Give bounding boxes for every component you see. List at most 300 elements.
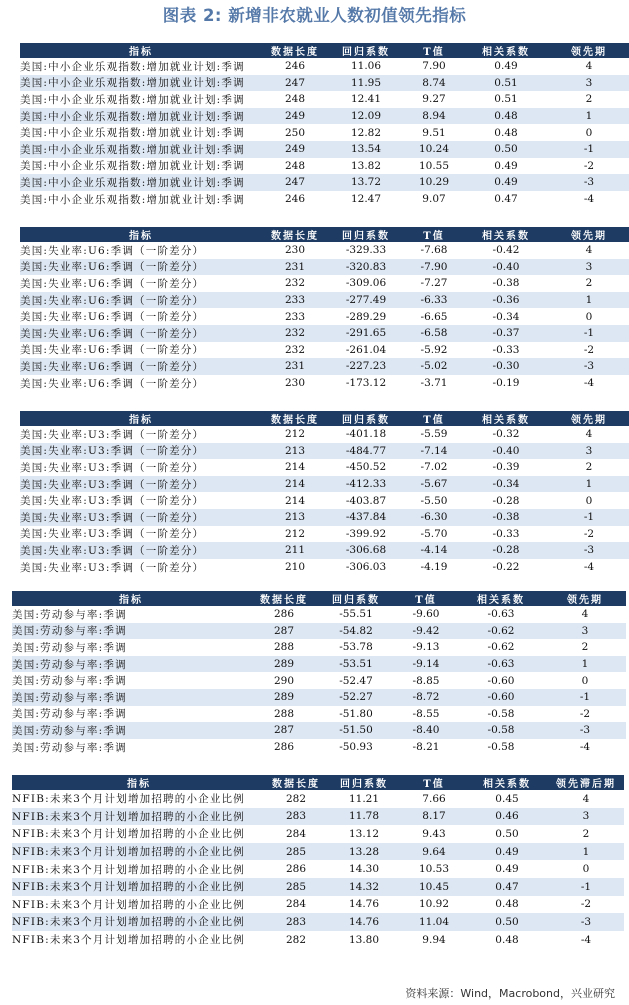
cell-lead: 4	[585, 428, 593, 441]
header-length: 数据长度	[250, 591, 318, 606]
cell-coef: -53.78	[339, 641, 373, 654]
cell-corr: 0.49	[464, 174, 548, 191]
cell-corr: 0.49	[495, 863, 519, 876]
table-row	[12, 656, 626, 673]
cell-lead: 2	[585, 277, 593, 290]
cell-coef: -484.77	[328, 443, 404, 460]
cell-coef: -412.33	[328, 476, 404, 493]
cell-length: 212	[284, 527, 306, 540]
cell-coef: -306.03	[345, 561, 387, 574]
header-coef: 回归系数	[328, 227, 404, 242]
header-tvalue: T值	[404, 43, 464, 58]
table-row	[20, 275, 629, 292]
cell-coef: -51.80	[339, 707, 373, 720]
cell-tvalue: 10.45	[402, 878, 466, 896]
cell-lead: -4	[583, 561, 595, 574]
table-row	[20, 526, 629, 543]
cell-length: 282	[285, 792, 307, 805]
cell-lead: 3	[548, 808, 624, 826]
cell-indicator: NFIB:未来3个月计划增加招聘的小企业比例	[12, 793, 245, 806]
cell-indicator: 美国:劳动参与率:季调	[12, 623, 250, 640]
cell-indicator: 美国:失业率:U3:季调（一阶差分）	[20, 476, 262, 493]
header-indicator: 指标	[12, 775, 266, 790]
cell-corr: 0.49	[494, 60, 518, 73]
cell-lead: -4	[580, 933, 592, 946]
cell-tvalue: -3.71	[420, 377, 448, 390]
cell-lead: -1	[544, 689, 626, 706]
table-row	[12, 706, 626, 723]
table-row	[20, 191, 629, 208]
cell-corr: 0.49	[494, 159, 518, 172]
cell-lead: 4	[581, 608, 589, 621]
cell-tvalue: -5.02	[404, 358, 464, 375]
cell-indicator: 美国:中小企业乐观指数:增加就业计划:季调	[20, 174, 262, 191]
cell-length: 288	[273, 641, 295, 654]
cell-coef: 14.76	[348, 898, 380, 911]
table-header-row	[20, 227, 629, 242]
cell-coef: 14.32	[326, 878, 402, 896]
cell-lead: -2	[583, 159, 595, 172]
cell-lead: -3	[548, 174, 629, 191]
cell-length: 232	[284, 343, 306, 356]
header-coef: 回归系数	[326, 775, 402, 790]
cell-coef: 13.12	[348, 827, 380, 840]
cell-corr: 0.50	[466, 913, 548, 931]
cell-indicator: NFIB:未来3个月计划增加招聘的小企业比例	[12, 934, 245, 947]
cell-corr: -0.19	[492, 377, 520, 390]
cell-length: 233	[284, 310, 306, 323]
cell-length: 211	[262, 542, 328, 559]
cell-tvalue: -5.92	[420, 343, 448, 356]
header-indicator: 指标	[20, 411, 262, 426]
cell-indicator: NFIB:未来3个月计划增加招聘的小企业比例	[12, 898, 245, 911]
cell-coef: -50.93	[339, 741, 373, 754]
cell-length: 246	[284, 193, 306, 206]
cell-tvalue: -8.85	[412, 674, 440, 687]
cell-coef: 12.41	[350, 93, 382, 106]
cell-tvalue: -7.14	[404, 443, 464, 460]
cell-lead: -1	[548, 141, 629, 158]
cell-lead: 2	[582, 827, 590, 840]
cell-indicator: 美国:失业率:U3:季调（一阶差分）	[20, 509, 262, 526]
cell-corr: 0.49	[466, 843, 548, 861]
cell-corr: -0.33	[492, 343, 520, 356]
table-row	[20, 75, 629, 92]
cell-coef: 12.09	[328, 108, 404, 125]
cell-lead: -2	[580, 898, 592, 911]
cell-indicator: NFIB:未来3个月计划增加招聘的小企业比例	[12, 863, 245, 876]
cell-indicator: 美国:劳动参与率:季调	[12, 656, 250, 673]
cell-tvalue: 7.66	[422, 792, 446, 805]
cell-corr: 0.51	[464, 75, 548, 92]
cell-lead: -1	[548, 509, 629, 526]
table-row	[12, 739, 626, 756]
cell-length: 248	[284, 159, 306, 172]
cell-indicator: 美国:劳动参与率:季调	[12, 741, 127, 754]
cell-indicator: 美国:失业率:U6:季调（一阶差分）	[20, 344, 205, 357]
header-length: 数据长度	[266, 775, 326, 790]
data-table-1	[20, 43, 629, 207]
table-row	[20, 58, 629, 75]
cell-tvalue: -7.90	[404, 259, 464, 276]
cell-indicator: 美国:中小企业乐观指数:增加就业计划:季调	[20, 75, 262, 92]
header-coef: 回归系数	[318, 591, 394, 606]
cell-length: 285	[266, 843, 326, 861]
cell-tvalue: -6.33	[404, 292, 464, 309]
cell-coef: 13.80	[348, 933, 380, 946]
cell-lead: 1	[548, 108, 629, 125]
cell-indicator: 美国:失业率:U6:季调（一阶差分）	[20, 311, 205, 324]
cell-indicator: 美国:中小企业乐观指数:增加就业计划:季调	[20, 141, 262, 158]
cell-coef: 13.82	[350, 159, 382, 172]
cell-indicator: 美国:中小企业乐观指数:增加就业计划:季调	[20, 160, 245, 173]
table-row	[12, 606, 626, 623]
cell-lead: 1	[548, 843, 624, 861]
cell-length: 249	[262, 108, 328, 125]
table-row	[20, 342, 629, 359]
table-row	[20, 375, 629, 392]
table-row	[12, 623, 626, 640]
table-row	[20, 443, 629, 460]
table-row	[12, 672, 626, 689]
cell-indicator: 美国:失业率:U3:季调（一阶差分）	[20, 528, 205, 541]
cell-indicator: 美国:失业率:U3:季调（一阶差分）	[20, 561, 205, 574]
cell-corr: 0.47	[466, 878, 548, 896]
cell-length: 212	[284, 428, 306, 441]
header-indicator: 指标	[20, 43, 262, 58]
header-lead: 领先期	[548, 43, 629, 58]
data-table-2	[20, 227, 629, 391]
cell-indicator: 美国:中小企业乐观指数:增加就业计划:季调	[20, 127, 245, 140]
table-row	[20, 476, 629, 493]
cell-length: 289	[250, 656, 318, 673]
header-length: 数据长度	[262, 43, 328, 58]
cell-lead: -3	[544, 722, 626, 739]
cell-length: 232	[284, 277, 306, 290]
cell-length: 214	[284, 461, 306, 474]
cell-tvalue: 9.94	[422, 933, 446, 946]
cell-tvalue: -8.21	[412, 741, 440, 754]
table-row	[20, 124, 629, 141]
cell-corr: 0.45	[495, 792, 519, 805]
cell-indicator: 美国:中小企业乐观指数:增加就业计划:季调	[20, 193, 245, 206]
header-corr: 相关系数	[458, 591, 544, 606]
cell-corr: 0.48	[495, 933, 519, 946]
table-row	[12, 913, 624, 931]
cell-corr: -0.34	[464, 476, 548, 493]
cell-coef: 12.82	[350, 126, 382, 139]
cell-coef: -52.47	[339, 674, 373, 687]
cell-corr: -0.32	[492, 428, 520, 441]
cell-lead: -1	[548, 325, 629, 342]
cell-coef: -403.87	[345, 494, 387, 507]
cell-corr: -0.60	[487, 674, 515, 687]
table-header-row	[12, 775, 624, 790]
cell-tvalue: -6.58	[404, 325, 464, 342]
cell-tvalue: -6.65	[420, 310, 448, 323]
cell-length: 231	[262, 358, 328, 375]
cell-length: 283	[266, 913, 326, 931]
cell-length: 287	[250, 722, 318, 739]
table-row	[20, 492, 629, 509]
cell-corr: -0.30	[464, 358, 548, 375]
cell-length: 287	[250, 623, 318, 640]
cell-tvalue: 7.90	[422, 60, 446, 73]
cell-lead: 1	[548, 292, 629, 309]
cell-lead: 0	[582, 863, 590, 876]
cell-indicator: 美国:失业率:U6:季调（一阶差分）	[20, 377, 205, 390]
cell-tvalue: -9.42	[394, 623, 458, 640]
cell-coef: -399.92	[345, 527, 387, 540]
cell-indicator: 美国:中小企业乐观指数:增加就业计划:季调	[20, 108, 262, 125]
header-lead: 领先期	[548, 227, 629, 242]
table-row	[12, 843, 624, 861]
cell-coef: 13.72	[328, 174, 404, 191]
cell-coef: -173.12	[345, 377, 387, 390]
header-indicator: 指标	[12, 591, 250, 606]
cell-length: 286	[285, 863, 307, 876]
cell-tvalue: 10.29	[404, 174, 464, 191]
cell-tvalue: -9.14	[394, 656, 458, 673]
cell-length: 285	[266, 878, 326, 896]
cell-coef: -401.18	[345, 428, 387, 441]
cell-tvalue: -4.19	[420, 561, 448, 574]
cell-indicator: 美国:劳动参与率:季调	[12, 722, 250, 739]
cell-coef: -291.65	[328, 325, 404, 342]
table-row	[20, 141, 629, 158]
cell-corr: 0.50	[495, 827, 519, 840]
table-header-row	[20, 411, 629, 426]
cell-corr: -0.62	[458, 623, 544, 640]
cell-length: 213	[262, 509, 328, 526]
cell-tvalue: 8.74	[404, 75, 464, 92]
cell-length: 286	[273, 608, 295, 621]
cell-corr: -0.63	[458, 656, 544, 673]
cell-tvalue: 9.64	[402, 843, 466, 861]
cell-indicator: NFIB:未来3个月计划增加招聘的小企业比例	[12, 828, 245, 841]
table-row	[20, 559, 629, 576]
header-length: 数据长度	[262, 411, 328, 426]
cell-indicator: 美国:劳动参与率:季调	[12, 641, 127, 654]
cell-tvalue: 8.94	[404, 108, 464, 125]
cell-lead: 2	[581, 641, 589, 654]
cell-corr: -0.34	[492, 310, 520, 323]
cell-lead: -3	[548, 913, 624, 931]
cell-corr: -0.58	[487, 707, 515, 720]
cell-indicator: 美国:劳动参与率:季调	[12, 689, 250, 706]
cell-coef: 14.76	[326, 913, 402, 931]
cell-corr: -0.60	[458, 689, 544, 706]
cell-lead: 0	[585, 126, 593, 139]
cell-coef: 11.06	[350, 60, 382, 73]
table-row	[12, 790, 624, 808]
cell-coef: -306.68	[328, 542, 404, 559]
header-corr: 相关系数	[464, 227, 548, 242]
cell-indicator: 美国:失业率:U6:季调（一阶差分）	[20, 292, 262, 309]
cell-corr: 0.46	[466, 808, 548, 826]
cell-indicator: 美国:失业率:U3:季调（一阶差分）	[20, 461, 205, 474]
data-table-4	[12, 591, 626, 755]
table-row	[20, 174, 629, 191]
cell-coef: -261.04	[345, 343, 387, 356]
table-row	[20, 91, 629, 108]
header-length: 数据长度	[262, 227, 328, 242]
cell-lead: 3	[548, 75, 629, 92]
cell-coef: 11.78	[326, 808, 402, 826]
table-row	[12, 825, 624, 843]
cell-length: 246	[284, 60, 306, 73]
cell-tvalue: 8.17	[402, 808, 466, 826]
cell-tvalue: 10.53	[418, 863, 450, 876]
cell-coef: -227.23	[328, 358, 404, 375]
cell-corr: 0.48	[494, 126, 518, 139]
table-row	[20, 308, 629, 325]
data-table-3	[20, 411, 629, 575]
data-table-5	[12, 775, 624, 948]
cell-corr: -0.37	[464, 325, 548, 342]
cell-indicator: NFIB:未来3个月计划增加招聘的小企业比例	[12, 808, 266, 826]
header-tvalue: T值	[402, 775, 466, 790]
cell-coef: -54.82	[318, 623, 394, 640]
table-row	[12, 808, 624, 826]
cell-tvalue: 10.92	[418, 898, 450, 911]
cell-tvalue: -7.02	[420, 461, 448, 474]
cell-tvalue: 10.55	[418, 159, 450, 172]
cell-tvalue: -7.27	[420, 277, 448, 290]
header-tvalue: T值	[394, 591, 458, 606]
cell-corr: -0.22	[492, 561, 520, 574]
cell-lead: 4	[585, 60, 593, 73]
table-row	[20, 158, 629, 175]
table-row	[20, 459, 629, 476]
cell-coef: -277.49	[328, 292, 404, 309]
cell-corr: -0.28	[492, 494, 520, 507]
cell-length: 213	[262, 443, 328, 460]
cell-indicator: NFIB:未来3个月计划增加招聘的小企业比例	[12, 913, 266, 931]
header-indicator: 指标	[20, 227, 262, 242]
cell-lead: -1	[548, 878, 624, 896]
header-coef: 回归系数	[328, 411, 404, 426]
cell-length: 230	[284, 244, 306, 257]
cell-indicator: 美国:失业率:U3:季调（一阶差分）	[20, 428, 205, 441]
table-row	[20, 242, 629, 259]
cell-corr: -0.33	[492, 527, 520, 540]
cell-coef: 11.21	[348, 792, 380, 805]
cell-coef: -55.51	[339, 608, 373, 621]
cell-lead: -2	[583, 527, 595, 540]
cell-corr: -0.38	[464, 509, 548, 526]
cell-indicator: 美国:中小企业乐观指数:增加就业计划:季调	[20, 93, 245, 106]
cell-lead: -3	[548, 542, 629, 559]
cell-lead: 2	[585, 93, 593, 106]
cell-coef: -450.52	[345, 461, 387, 474]
cell-tvalue: 11.04	[402, 913, 466, 931]
cell-indicator: NFIB:未来3个月计划增加招聘的小企业比例	[12, 843, 266, 861]
cell-tvalue: -4.14	[404, 542, 464, 559]
cell-lead: -4	[583, 377, 595, 390]
table-row	[20, 358, 629, 375]
cell-length: 284	[285, 827, 307, 840]
cell-lead: 1	[544, 656, 626, 673]
cell-corr: 0.47	[494, 193, 518, 206]
table-row	[12, 722, 626, 739]
header-tvalue: T值	[404, 411, 464, 426]
cell-lead: 4	[582, 792, 590, 805]
cell-coef: -329.33	[345, 244, 387, 257]
header-corr: 相关系数	[464, 43, 548, 58]
cell-tvalue: -9.60	[412, 608, 440, 621]
cell-coef: -52.27	[318, 689, 394, 706]
cell-tvalue: -6.30	[404, 509, 464, 526]
header-corr: 相关系数	[464, 411, 548, 426]
header-lead: 领先期	[544, 591, 626, 606]
cell-coef: 11.95	[328, 75, 404, 92]
cell-tvalue: -8.40	[394, 722, 458, 739]
cell-indicator: 美国:劳动参与率:季调	[12, 608, 127, 621]
cell-coef: -309.06	[345, 277, 387, 290]
cell-length: 214	[262, 476, 328, 493]
table-row	[20, 426, 629, 443]
cell-length: 233	[262, 292, 328, 309]
cell-corr: -0.58	[487, 741, 515, 754]
cell-length: 250	[284, 126, 306, 139]
cell-length: 247	[262, 75, 328, 92]
table-row	[20, 108, 629, 125]
cell-indicator: 美国:失业率:U6:季调（一阶差分）	[20, 259, 262, 276]
cell-corr: -0.40	[464, 443, 548, 460]
cell-indicator: 美国:失业率:U3:季调（一阶差分）	[20, 542, 262, 559]
cell-coef: 12.47	[350, 193, 382, 206]
cell-coef: -320.83	[328, 259, 404, 276]
cell-tvalue: 10.24	[404, 141, 464, 158]
cell-tvalue: 9.51	[422, 126, 446, 139]
table-row	[20, 509, 629, 526]
table-row	[12, 639, 626, 656]
cell-coef: 14.30	[348, 863, 380, 876]
cell-length: 232	[262, 325, 328, 342]
cell-corr: -0.36	[464, 292, 548, 309]
cell-lead: 0	[585, 494, 593, 507]
table-header-row	[20, 43, 629, 58]
cell-tvalue: 9.27	[422, 93, 446, 106]
table-row	[12, 878, 624, 896]
cell-length: 286	[273, 741, 295, 754]
cell-length: 248	[284, 93, 306, 106]
cell-tvalue: -8.55	[412, 707, 440, 720]
cell-coef: -51.50	[318, 722, 394, 739]
cell-length: 230	[284, 377, 306, 390]
cell-corr: -0.39	[492, 461, 520, 474]
source-note: 资料来源：Wind，Macrobond，兴业研究	[405, 987, 615, 1000]
cell-tvalue: -5.50	[420, 494, 448, 507]
table-row	[12, 860, 624, 878]
cell-length: 284	[285, 898, 307, 911]
cell-coef: -437.84	[328, 509, 404, 526]
cell-lead: -3	[548, 358, 629, 375]
cell-length: 214	[284, 494, 306, 507]
table-row	[20, 259, 629, 276]
cell-lead: 0	[585, 310, 593, 323]
cell-length: 247	[262, 174, 328, 191]
table-row	[12, 896, 624, 914]
cell-length: 210	[284, 561, 306, 574]
table-row	[20, 292, 629, 309]
cell-indicator: 美国:失业率:U6:季调（一阶差分）	[20, 277, 205, 290]
cell-indicator: 美国:失业率:U6:季调（一阶差分）	[20, 358, 262, 375]
cell-lead: -4	[583, 193, 595, 206]
cell-indicator: 美国:失业率:U6:季调（一阶差分）	[20, 325, 262, 342]
cell-lead: 4	[585, 244, 593, 257]
